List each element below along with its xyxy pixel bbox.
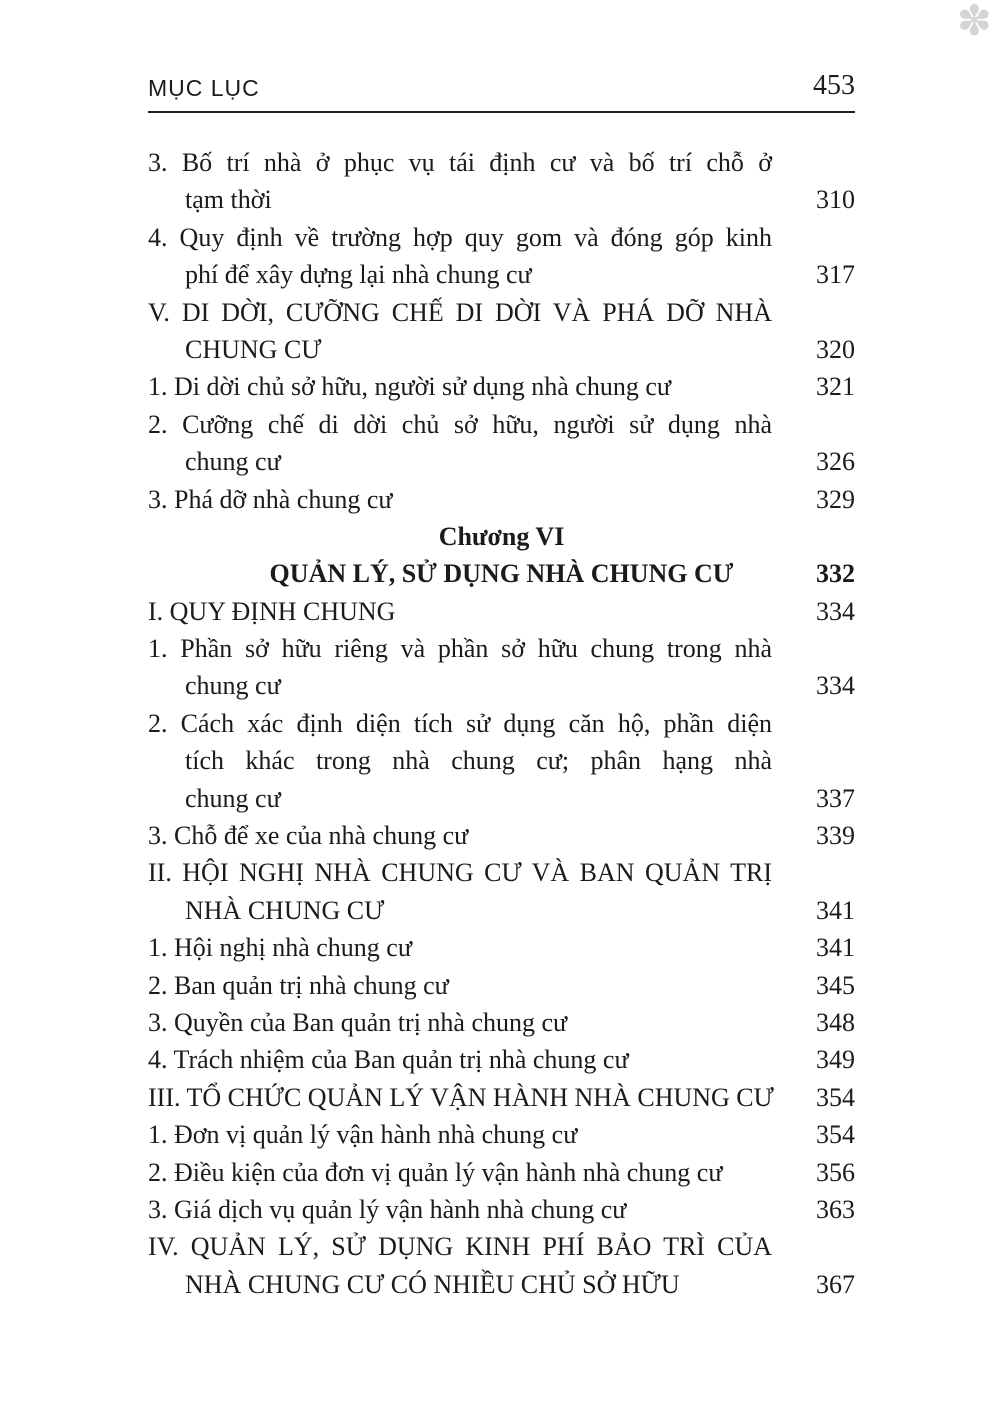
entry-text: tích khác trong nhà chung cư; phân hạng nhà: [185, 746, 772, 776]
toc-entry: [148, 1079, 855, 1116]
toc-entry-line: [185, 256, 855, 293]
toc-entry-line: [148, 1079, 855, 1116]
entry-text: CHUNG CƯ: [185, 334, 322, 364]
toc-entry: [148, 1116, 855, 1153]
toc-entry: [148, 406, 855, 481]
entry-text: 2. Cưỡng chế di dời chủ sở hữu, người sử dụng nhà: [148, 409, 772, 439]
page-header-number: 453: [813, 70, 855, 101]
entry-text: tạm thời: [185, 185, 272, 215]
toc-entry: [148, 705, 855, 817]
toc-entry-line: [148, 1116, 855, 1153]
entry-page-number: 349: [816, 1045, 855, 1075]
flower-ornament-icon: ✽: [956, 0, 992, 45]
entry-page-number: 356: [816, 1157, 855, 1187]
page-header: [148, 70, 855, 113]
toc-entry: [148, 630, 855, 705]
toc-entry-line: [148, 1004, 855, 1041]
page-header-title: MỤC LỤC: [148, 75, 260, 101]
toc-entry-line: [185, 331, 855, 368]
toc-entry-line: [148, 555, 855, 592]
toc-entry-line: [148, 1191, 855, 1228]
entry-text: 4. Quy định về trường hợp quy gom và đóng góp kinh: [148, 222, 772, 252]
entry-page-number: 348: [816, 1007, 855, 1037]
toc-entry: [148, 1228, 855, 1303]
entry-page-number: 337: [816, 783, 855, 813]
entry-text: 3. Quyền của Ban quản trị nhà chung cư: [148, 1007, 568, 1037]
entry-text: Chương VI: [438, 521, 565, 551]
toc-entry: [148, 817, 855, 854]
entry-page-number: 354: [816, 1120, 855, 1150]
entry-text: NHÀ CHUNG CƯ: [185, 895, 385, 925]
entry-text: 3. Phá dỡ nhà chung cư: [148, 484, 393, 514]
entry-text: chung cư: [185, 447, 281, 477]
entry-page-number: 321: [816, 372, 855, 402]
toc-entry: [148, 929, 855, 966]
toc-entry: [148, 593, 855, 630]
toc-entry-line: [185, 1266, 855, 1303]
entry-page-number: 334: [816, 596, 855, 626]
toc-entry-line: [185, 892, 855, 929]
entry-page-number: 329: [816, 484, 855, 514]
toc-entry: [148, 1041, 855, 1078]
toc-entry: [148, 368, 855, 405]
entry-text: II. HỘI NGHỊ NHÀ CHUNG CƯ VÀ BAN QUẢN TRỊ: [148, 858, 772, 888]
toc-entry-line: [148, 368, 855, 405]
toc-entry: [148, 967, 855, 1004]
entry-text: 3. Bố trí nhà ở phục vụ tái định cư và bố trí chỗ ở: [148, 148, 772, 177]
entry-page-number: 326: [816, 447, 855, 477]
toc-entry: [148, 518, 855, 555]
entry-page-number: 334: [816, 671, 855, 701]
entry-text: chung cư: [185, 671, 281, 701]
toc-entry-line: [148, 481, 855, 518]
entry-page-number: 332: [816, 559, 855, 589]
toc-entry-line: [148, 817, 855, 854]
entry-text: 3. Giá dịch vụ quản lý vận hành nhà chung cư: [148, 1194, 627, 1224]
entry-page-number: 320: [816, 334, 855, 364]
entry-page-number: 341: [816, 933, 855, 963]
entry-text: III. TỔ CHỨC QUẢN LÝ VẬN HÀNH NHÀ CHUNG CƯ: [148, 1082, 774, 1112]
entry-text: 1. Phần sở hữu riêng và phần sở hữu chung trong nhà: [148, 634, 772, 664]
toc-entry-line: [185, 780, 855, 817]
entry-page-number: 363: [816, 1194, 855, 1224]
toc-entry: [148, 294, 855, 369]
entry-page-number: 317: [816, 260, 855, 290]
entry-text: 1. Di dời chủ sở hữu, người sử dụng nhà chung cư: [148, 372, 671, 402]
entry-text: phí để xây dựng lại nhà chung cư: [185, 260, 532, 290]
entry-page-number: 339: [816, 821, 855, 851]
entry-text: 2. Ban quản trị nhà chung cư: [148, 970, 449, 1000]
entry-page-number: 354: [816, 1082, 855, 1112]
entry-page-number: 345: [816, 970, 855, 1000]
toc-entry: [148, 144, 855, 219]
entry-page-number: 341: [816, 895, 855, 925]
toc-list: [148, 144, 855, 1303]
toc-entry: [148, 1191, 855, 1228]
entry-text: 1. Đơn vị quản lý vận hành nhà chung cư: [148, 1120, 578, 1150]
entry-text: QUẢN LÝ, SỬ DỤNG NHÀ CHUNG CƯ: [269, 559, 734, 589]
toc-entry: [148, 1154, 855, 1191]
toc-entry-line: [148, 967, 855, 1004]
entry-text: 2. Cách xác định diện tích sử dụng căn hộ, phần diện: [148, 708, 772, 738]
toc-entry: [148, 555, 855, 592]
entry-page-number: 367: [816, 1269, 855, 1299]
toc-entry: [148, 1004, 855, 1041]
toc-entry-line: [148, 593, 855, 630]
entry-page-number: 310: [816, 185, 855, 215]
entry-text: V. DI DỜI, CƯỠNG CHẾ DI DỜI VÀ PHÁ DỠ NHÀ: [148, 297, 772, 327]
toc-entry-line: [148, 1041, 855, 1078]
toc-entry-line: [185, 667, 855, 704]
entry-text: 4. Trách nhiệm của Ban quản trị nhà chung cư: [148, 1045, 629, 1075]
entry-text: 3. Chỗ để xe của nhà chung cư: [148, 821, 469, 851]
toc-entry: [148, 481, 855, 518]
toc-entry-line: [148, 1154, 855, 1191]
entry-text: 2. Điều kiện của đơn vị quản lý vận hành nhà chung cư: [148, 1157, 723, 1187]
entry-text: chung cư: [185, 783, 281, 813]
entry-text: 1. Hội nghị nhà chung cư: [148, 933, 412, 963]
entry-text: IV. QUẢN LÝ, SỬ DỤNG KINH PHÍ BẢO TRÌ CỦA: [148, 1232, 772, 1262]
toc-entry-line: [185, 443, 855, 480]
toc-entry-line: [185, 181, 855, 218]
toc-entry: [148, 219, 855, 294]
toc-entry-line: [148, 929, 855, 966]
entry-text: I. QUY ĐỊNH CHUNG: [148, 596, 396, 626]
toc-entry-line: [148, 518, 855, 555]
toc-entry: [148, 854, 855, 929]
entry-text: NHÀ CHUNG CƯ CÓ NHIỀU CHỦ SỞ HỮU: [185, 1269, 680, 1299]
